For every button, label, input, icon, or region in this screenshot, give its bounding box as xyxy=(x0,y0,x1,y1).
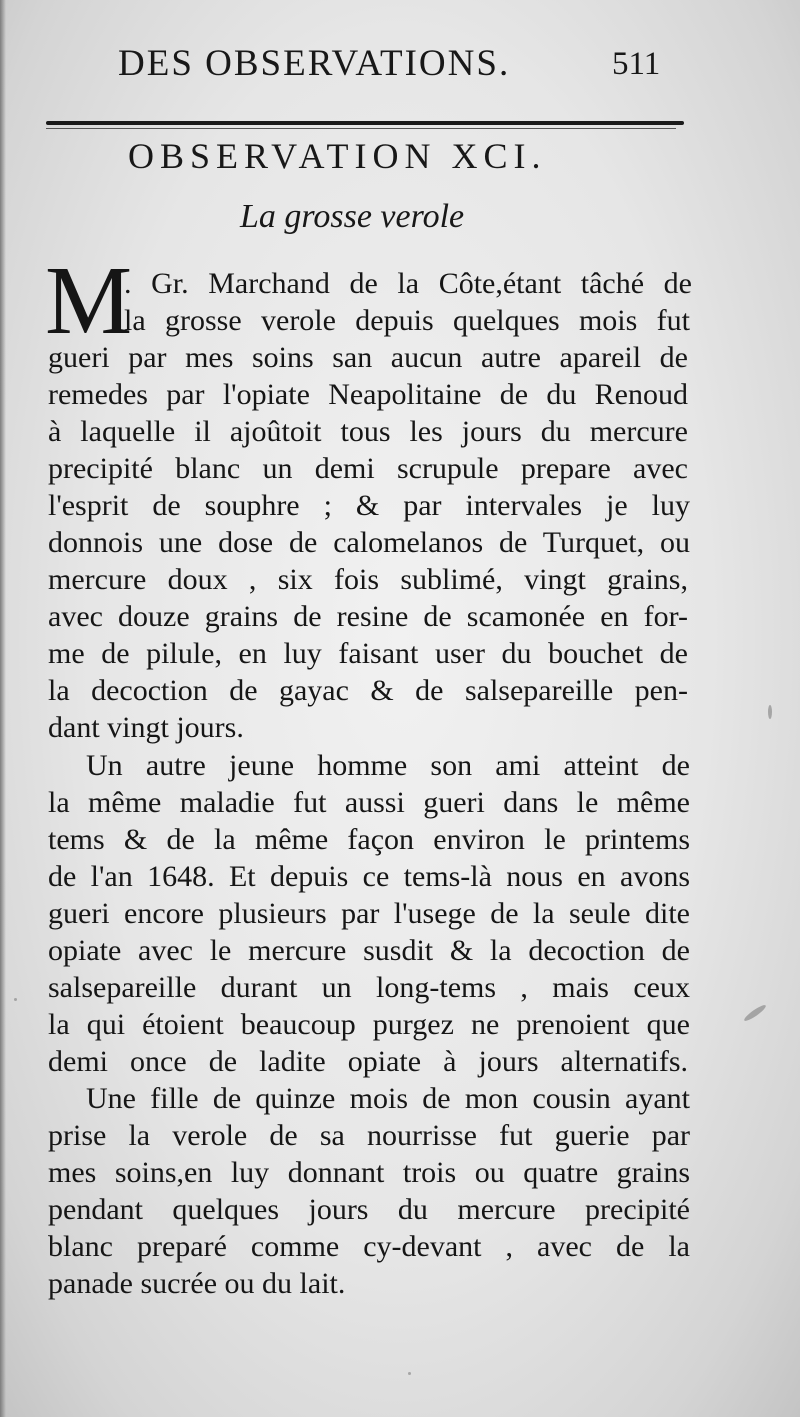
header-rule xyxy=(46,121,684,125)
text-line: remedes par l'opiate Neapolitaine de du Renoud xyxy=(48,378,688,411)
text-line: Une fille de quinze mois de mon cousin ayant xyxy=(86,1082,690,1115)
paper-speck xyxy=(408,1372,411,1375)
text-line: prise la verole de sa nourrisse fut guerie par xyxy=(48,1119,690,1152)
text-line: dant vingt jours. xyxy=(48,711,244,744)
text-line: gueri encore plusieurs par l'usege de la seule dite xyxy=(48,897,690,930)
text-line: opiate avec le mercure susdit & la decoction de xyxy=(48,934,690,967)
text-line: avec douze grains de resine de scamonée en for- xyxy=(48,600,688,633)
text-line: mes soins,en luy donnant trois ou quatre grains xyxy=(48,1156,690,1189)
observation-subtitle: La grosse verole xyxy=(240,198,465,235)
header-rule-thin xyxy=(46,128,676,129)
drop-cap: M xyxy=(45,247,133,355)
paper-speck xyxy=(14,998,17,1001)
page-header xyxy=(0,42,800,92)
text-line: la grosse verole depuis quelques mois fut xyxy=(124,304,690,337)
text-line: salsepareille durant un long-tems , mais ceux xyxy=(48,971,690,1004)
text-line: l'esprit de souphre ; & par intervales je luy xyxy=(48,489,690,522)
paper-speck xyxy=(768,705,772,719)
text-line: panade sucrée ou du lait. xyxy=(48,1267,346,1300)
text-line: à laquelle il ajoûtoit tous les jours du mercure xyxy=(48,415,688,448)
text-line: pendant quelques jours du mercure precipité xyxy=(48,1193,690,1226)
text-line: donnois une dose de calomelanos de Turquet, ou xyxy=(48,526,690,559)
text-line: gueri par mes soins san aucun autre apareil de xyxy=(48,341,688,374)
observation-title: OBSERVATION XCI. xyxy=(128,136,547,176)
text-line: tems & de la même façon environ le printems xyxy=(48,823,690,856)
text-line: Un autre jeune homme son ami atteint de xyxy=(86,749,690,782)
page-number: 511 xyxy=(612,46,661,82)
paper-speck xyxy=(743,1003,768,1023)
text-line: . Gr. Marchand de la Côte,étant tâché de xyxy=(124,267,692,300)
text-line: mercure doux , six fois sublimé, vingt grains, xyxy=(48,563,688,596)
text-line: la qui étoient beaucoup purgez ne prenoient que xyxy=(48,1008,690,1041)
text-line: la decoction de gayac & de salsepareille pen- xyxy=(48,674,688,707)
text-line: demi once de ladite opiate à jours alternatifs. xyxy=(48,1045,688,1078)
text-line: precipité blanc un demi scrupule prepare avec xyxy=(48,452,688,485)
text-line: la même maladie fut aussi gueri dans le même xyxy=(48,786,690,819)
text-line: de l'an 1648. Et depuis ce tems-là nous en avons xyxy=(48,860,690,893)
text-line: blanc preparé comme cy-devant , avec de la xyxy=(48,1230,690,1263)
text-line: me de pilule, en luy faisant user du bouchet de xyxy=(48,637,688,670)
running-head: DES OBSERVATIONS. xyxy=(118,43,511,84)
page-edge-shadow xyxy=(0,0,6,1417)
